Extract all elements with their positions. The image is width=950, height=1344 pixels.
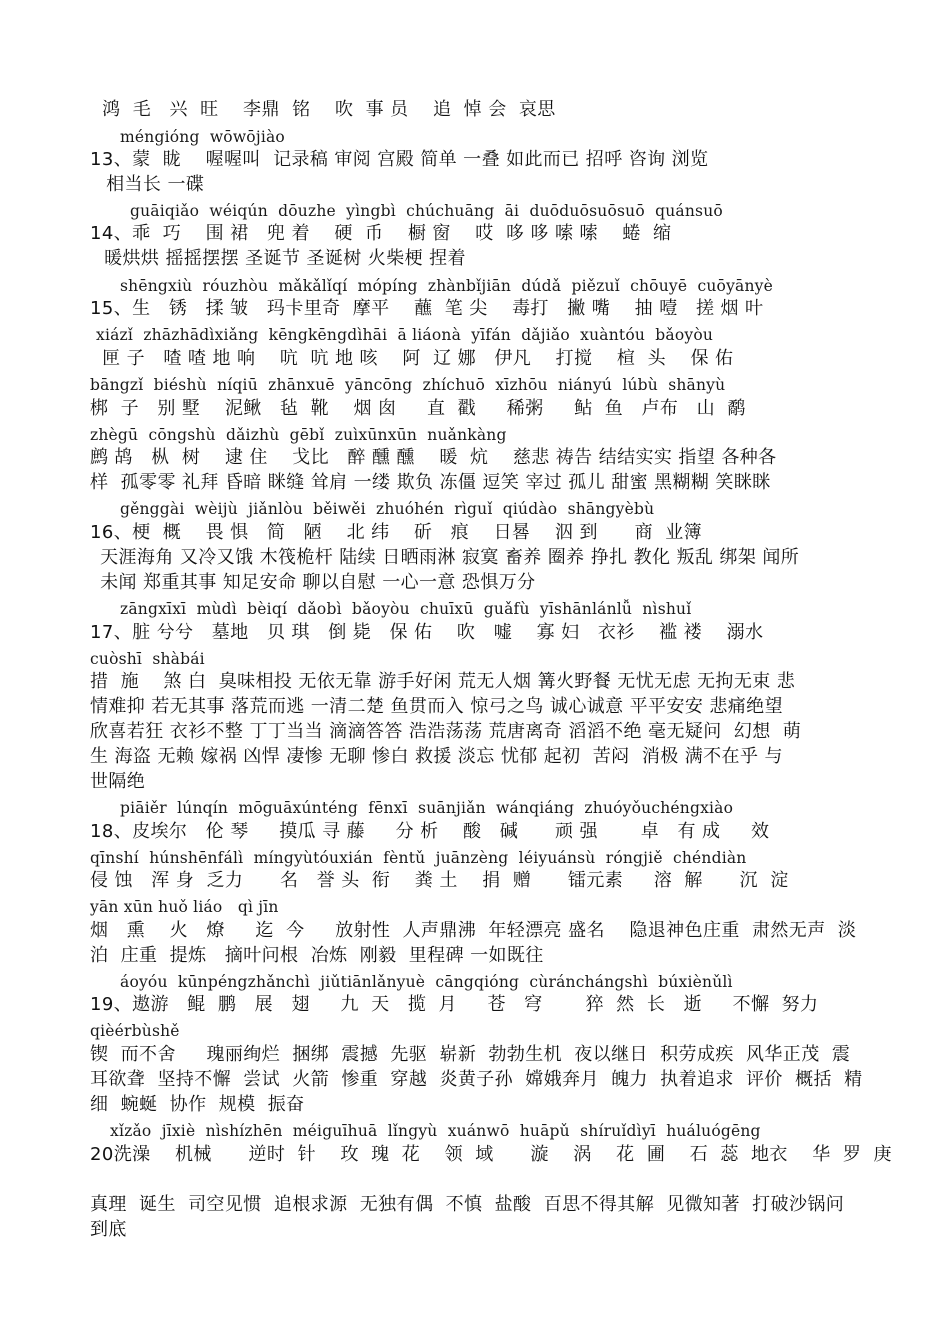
- pinyin-line: zhègū cōngshù dǎizhù gēbǐ zuìxūnxūn nuǎnkàng: [90, 426, 507, 444]
- text-line: 耳欲聋 坚持不懈 尝试 火箭 惨重 穿越 炎黄子孙 嫦娥奔月 魄力 执着追求 评价 概括 精: [90, 1069, 863, 1090]
- pinyin-line: gěnggài wèijù jiǎnlòu běiwěi zhuóhén rìguǐ qiúdào shāngyèbù: [120, 500, 655, 518]
- text-line: 15、生 锈 揉 皱 玛卡里奇 摩平 蘸 笔 尖 毒打 撇 嘴 抽 噎 搓 烟 叶: [90, 298, 764, 319]
- text-line: 19、遨游 鲲 鹏 展 翅 九 天 揽 月 苍 穹 猝 然 长 逝 不懈 努力: [90, 994, 819, 1015]
- text-line: 侵 蚀 浑 身 乏力 名 誉 头 衔 粪 土 捐 赠 镭元素 溶 解 沉 淀: [90, 870, 789, 891]
- text-line: 泊 庄重 提炼 摘叶问根 冶炼 刚毅 里程碑 一如既往: [90, 945, 544, 966]
- pinyin-line: qīnshí húnshēnfálì míngyùtóuxián fèntǔ juānzèng léiyuánsù róngjiě chéndiàn: [90, 849, 747, 867]
- pinyin-line: yān xūn huǒ liáo qì jīn: [90, 898, 279, 916]
- text-line: 鸿 毛 兴 旺 李鼎 铭 吹 事 员 追 悼 会 哀思: [96, 99, 556, 120]
- text-line: 20洗澡 机械 逆时 针 玫 瑰 花 领 域 漩 涡 花 圃 石 蕊 地衣 华 罗 庚: [90, 1144, 892, 1165]
- text-line: 细 蜿蜒 协作 规模 振奋: [90, 1094, 305, 1115]
- text-line: 暖烘烘 摇摇摆摆 圣诞节 圣诞树 火柴梗 捏着: [98, 248, 466, 269]
- text-line: 情难抑 若无其事 落荒而逃 一清二楚 鱼贯而入 惊弓之鸟 诚心诚意 平平安安 悲痛绝望: [90, 696, 783, 717]
- text-line: 梆 子 别 墅 泥鳅 毡 靴 烟 囱 直 戳 稀粥 鲇 鱼 卢布 山 鹬: [90, 398, 746, 419]
- text-line: 烟 熏 火 燎 迄 今 放射性 人声鼎沸 年轻漂亮 盛名 隐退神色庄重 肃然无声 淡: [90, 920, 857, 941]
- text-line: 鹧 鸪 枞 树 逮 住 戈比 醉 醺 醺 暖 炕 慈悲 祷告 结结实实 指望 各种各: [90, 447, 777, 468]
- pinyin-line: shēngxiù róuzhòu mǎkǎlǐqí mópíng zhànbǐjiān dúdǎ piězuǐ chōuyē cuōyānyè: [120, 277, 773, 295]
- text-line: 17、脏 兮兮 墓地 贝 琪 倒 毙 保 佑 吹 嘘 寡 妇 衣衫 褴 褛 溺水: [90, 622, 764, 643]
- pinyin-line: piāiěr lúnqín mōguāxúnténg fēnxī suānjiǎn wánqiáng zhuóyǒuchéngxiào: [120, 799, 734, 817]
- pinyin-line: méngióng wōwōjiào: [120, 128, 285, 146]
- pinyin-line: qièérbùshě: [90, 1022, 180, 1040]
- text-line: 到底: [90, 1219, 127, 1240]
- text-line: 13、蒙 眬 喔喔叫 记录稿 审阅 宫殿 简单 一叠 如此而已 招呼 咨询 浏览: [90, 149, 709, 170]
- text-line: 相当长 一碟: [100, 174, 205, 195]
- text-line: 天涯海角 又冷又饿 木筏桅杆 陆续 日晒雨淋 寂寞 畜养 圈养 挣扎 教化 叛乱 绑架 闻所: [94, 547, 800, 568]
- text-line: 16、梗 概 畏 惧 简 陋 北 纬 斫 痕 日晷 泅 到 商 业簿: [90, 522, 703, 543]
- pinyin-line: bāngzǐ biéshù níqiū zhānxuē yāncōng zhíchuō xīzhōu niányú lúbù shānyù: [90, 376, 726, 394]
- text-line: 措 施 煞 白 臭味相投 无依无靠 游手好闲 荒无人烟 篝火野餐 无忧无虑 无拘无束 悲: [90, 671, 796, 692]
- pinyin-line: áoyóu kūnpéngzhǎnchì jiǔtiānlǎnyuè cāngqióng cùránchángshì búxiènǔlì: [120, 973, 733, 991]
- text-line: 18、皮埃尔 伦 琴 摸瓜 寻 藤 分 析 酸 碱 顽 强 卓 有 成 效: [90, 821, 770, 842]
- pinyin-line: xǐzǎo jīxiè nìshízhēn méiguīhuā lǐngyù xuánwō huāpǔ shíruǐdìyī huáluógēng: [110, 1122, 761, 1140]
- pinyin-line: xiázǐ zhāzhādìxiǎng kēngkēngdìhāi ā liáonà yīfán dǎjiǎo xuàntóu bǎoyòu: [96, 326, 714, 344]
- pinyin-line: guāiqiǎo wéiqún dōuzhe yìngbì chúchuāng āi duōduōsuōsuō quánsuō: [130, 202, 723, 220]
- text-line: 生 海盗 无赖 嫁祸 凶悍 凄惨 无聊 惨白 救援 淡忘 忧郁 起初 苦闷 消极 满不在乎 与: [90, 746, 783, 767]
- text-line: 匣 子 喳 喳 地 响 吭 吭 地 咳 阿 辽 娜 伊凡 打搅 楦 头 保 佑: [96, 348, 734, 369]
- text-line: 未闻 郑重其事 知足安命 聊以自慰 一心一意 恐惧万分: [94, 572, 536, 593]
- pinyin-line: cuòshī shàbái: [90, 650, 205, 668]
- text-line: 世隔绝: [90, 771, 146, 792]
- text-line: 14、乖 巧 围 裙 兜 着 硬 币 橱 窗 哎 哆 哆 嗦 嗦 蜷 缩: [90, 223, 672, 244]
- text-line: 样 孤零零 礼拜 昏暗 眯缝 耸肩 一缕 欺负 冻僵 逗笑 宰过 孤儿 甜蜜 黑糊糊 笑眯眯: [90, 472, 771, 493]
- pinyin-line: zāngxīxī mùdì bèiqí dǎobì bǎoyòu chuīxū guǎfù yīshānlánlǚ nìshuǐ: [120, 600, 692, 618]
- text-line: 真理 诞生 司空见惯 追根求源 无独有偶 不慎 盐酸 百思不得其解 见微知著 打破沙锅问: [90, 1194, 845, 1215]
- text-line: 锲 而不舍 瑰丽绚烂 捆绑 震撼 先驱 崭新 勃勃生机 夜以继日 积劳成疾 风华正茂 震: [90, 1044, 851, 1065]
- text-line: 欣喜若狂 衣衫不整 丁丁当当 滴滴答答 浩浩荡荡 荒唐离奇 滔滔不绝 毫无疑问 幻想 萌: [90, 721, 802, 742]
